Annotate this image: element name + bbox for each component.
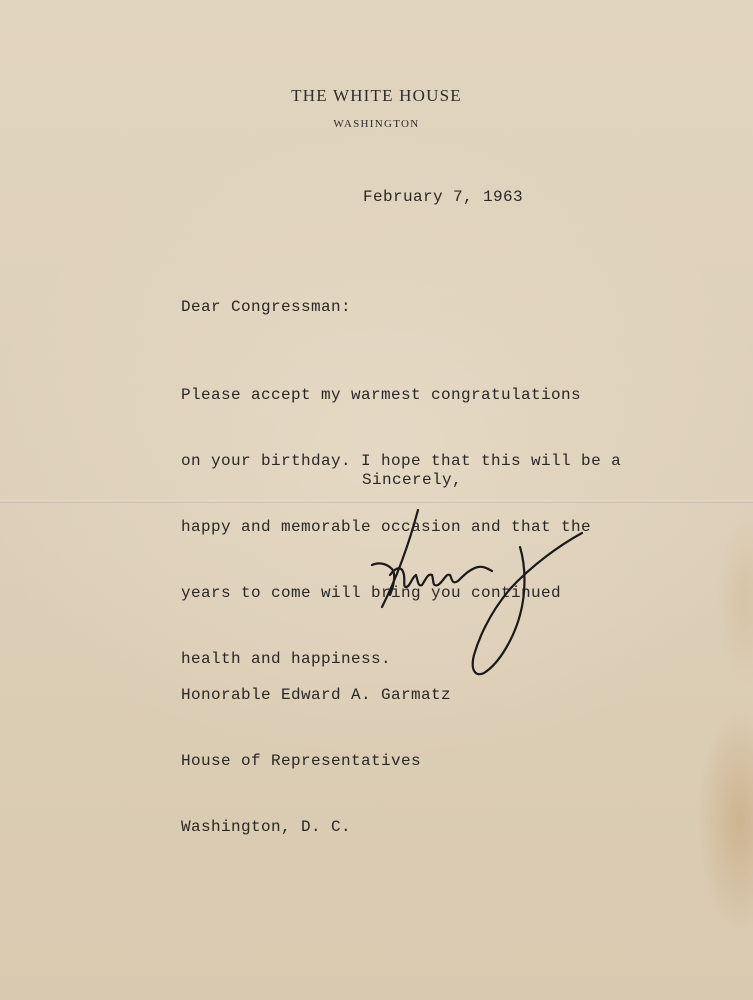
letterhead-location: WASHINGTON [333, 118, 420, 130]
body-line: on your birthday. I hope that this will be a [181, 452, 622, 470]
body-line: health and happiness. [181, 650, 392, 668]
body-line: happy and memorable occasion and that the [181, 518, 592, 536]
letter-date: February 7, 1963 [363, 188, 524, 206]
letterhead-title: THE WHITE HOUSE [291, 86, 462, 105]
closing: Sincerely, [362, 471, 463, 489]
recipient-address [181, 640, 451, 882]
recipient-name: Honorable Edward A. Garmatz [181, 686, 452, 704]
salutation: Dear Congressman: [181, 298, 352, 316]
recipient-office: House of Representatives [181, 752, 422, 770]
recipient-city: Washington, D. C. [181, 818, 352, 836]
body-line: years to come will bring you continued [181, 584, 562, 602]
body-line: Please accept my warmest congratulations [181, 386, 582, 404]
